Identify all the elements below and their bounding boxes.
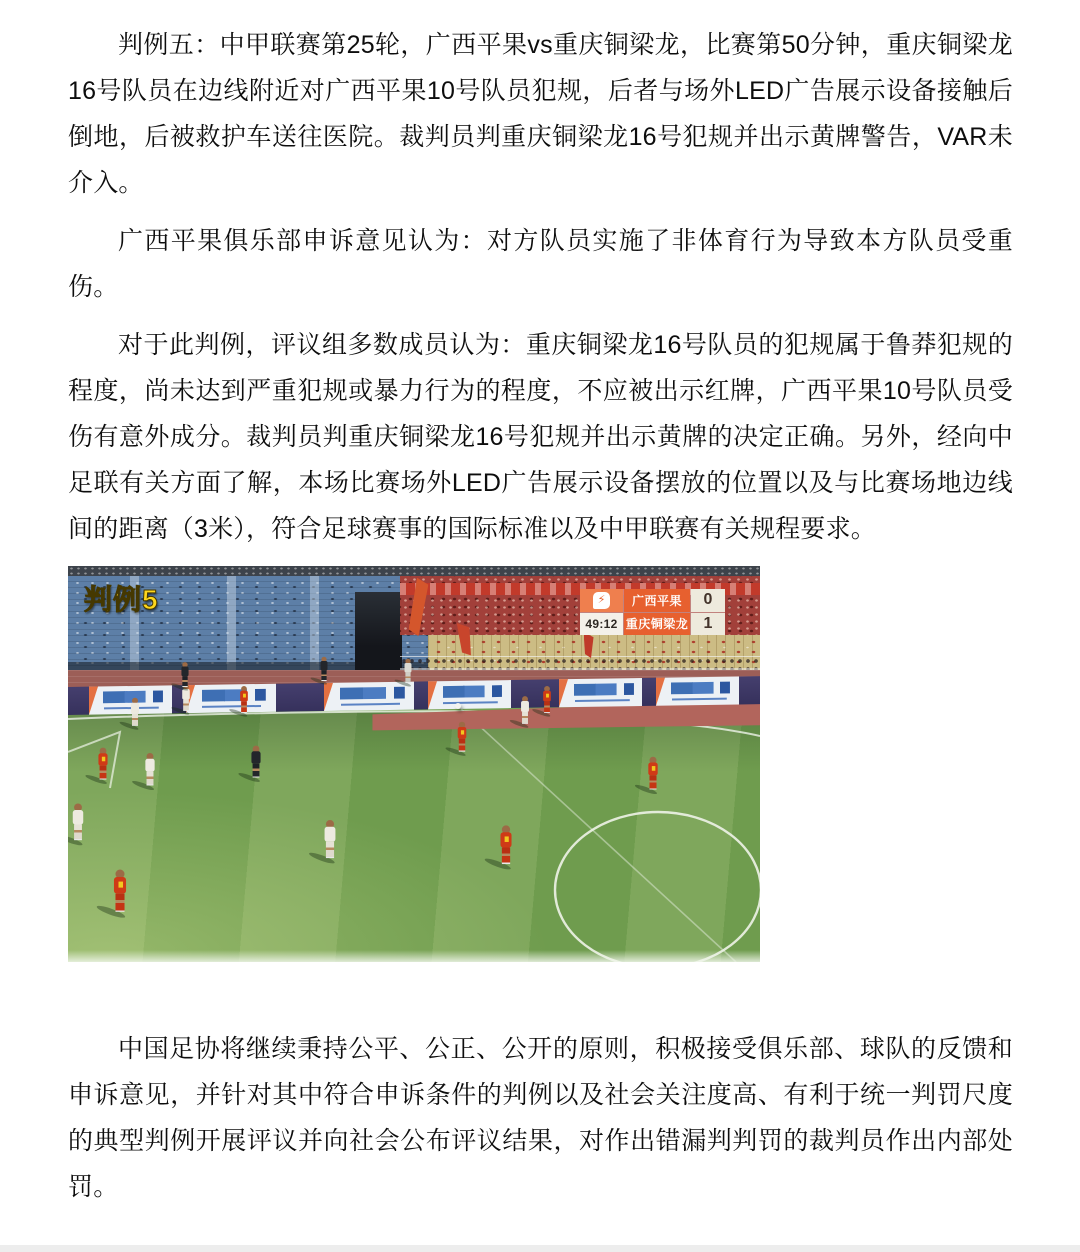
player-white <box>72 804 85 843</box>
match-screenshot[interactable] <box>68 566 760 962</box>
player-white <box>323 820 337 861</box>
league-logo <box>580 589 623 612</box>
lightning-bolt-icon: ⚡ <box>593 592 610 609</box>
player-staff-dark <box>180 662 189 689</box>
scoreboard-overlay <box>580 589 725 635</box>
photo-bottom-fade <box>68 950 760 962</box>
paragraph-club-appeal: 广西平果俱乐部申诉意见认为：对方队员实施了非体育行为导致本方队员受重伤。 <box>68 227 1013 301</box>
player-red <box>240 686 250 715</box>
player-white <box>145 753 157 788</box>
player-red <box>97 747 108 781</box>
paragraph-panel-opinion: 对于此判例，评议组多数成员认为：重庆铜梁龙16号队员的犯规属于鲁莽犯规的程度，尚未达到严重犯规或暴力行为的程度，不应被出示红牌，广西平果10号队员受伤有意外成分。裁判员判重庆铜梁龙16号犯规并出示黄牌的决定正确。另外，经向中足联有关方面了解，本场比赛场外LED广告展示设备摆放的位置以及与比赛场地边线间的距离（3米），符合足球赛事的国际标准以及中甲联赛有关规程要求。 <box>68 331 1013 543</box>
page-bottom-divider <box>0 1245 1080 1252</box>
player-referee <box>251 745 262 779</box>
player-white <box>520 696 530 726</box>
player-staff-white <box>404 659 413 685</box>
player-red <box>499 825 513 866</box>
scoreboard-home-name: 广西平果 <box>624 589 690 612</box>
paragraph-case-description: 判例五：中甲联赛第25轮，广西平果vs重庆铜梁龙，比赛第50分钟，重庆铜梁龙16号队员在边线附近对广西平果10号队员犯规，后者与场外LED广告展示设备接触后倒地，后被救护车送往医院。裁判员判重庆铜梁龙16号犯规并出示黄牌警告，VAR未介入。 <box>68 31 1013 197</box>
scoreboard-away-name: 重庆铜梁龙 <box>624 613 690 636</box>
scoreboard-home-score: 0 <box>691 589 725 612</box>
player-red <box>542 686 552 715</box>
scoreboard-away-score: 1 <box>691 613 725 636</box>
player-staff-dark <box>320 657 329 683</box>
player-red <box>457 722 468 754</box>
soccer-ball <box>455 703 461 709</box>
case-label: 判例5 <box>84 584 159 615</box>
scoreboard-time: 49:12 <box>580 613 623 636</box>
paragraph-cfa-statement: 中国足协将继续秉持公平、公正、公开的原则，积极接受俱乐部、球队的反馈和申诉意见，并针对其中符合申诉条件的判例以及社会关注度高、有利于统一判罚尺度的典型判例开展评议并向社会公布评议结果，对作出错漏判判罚的裁判员作出内部处罚。 <box>68 1035 1013 1201</box>
player-white <box>130 698 140 728</box>
player-red <box>647 756 659 791</box>
player-red <box>112 869 127 914</box>
